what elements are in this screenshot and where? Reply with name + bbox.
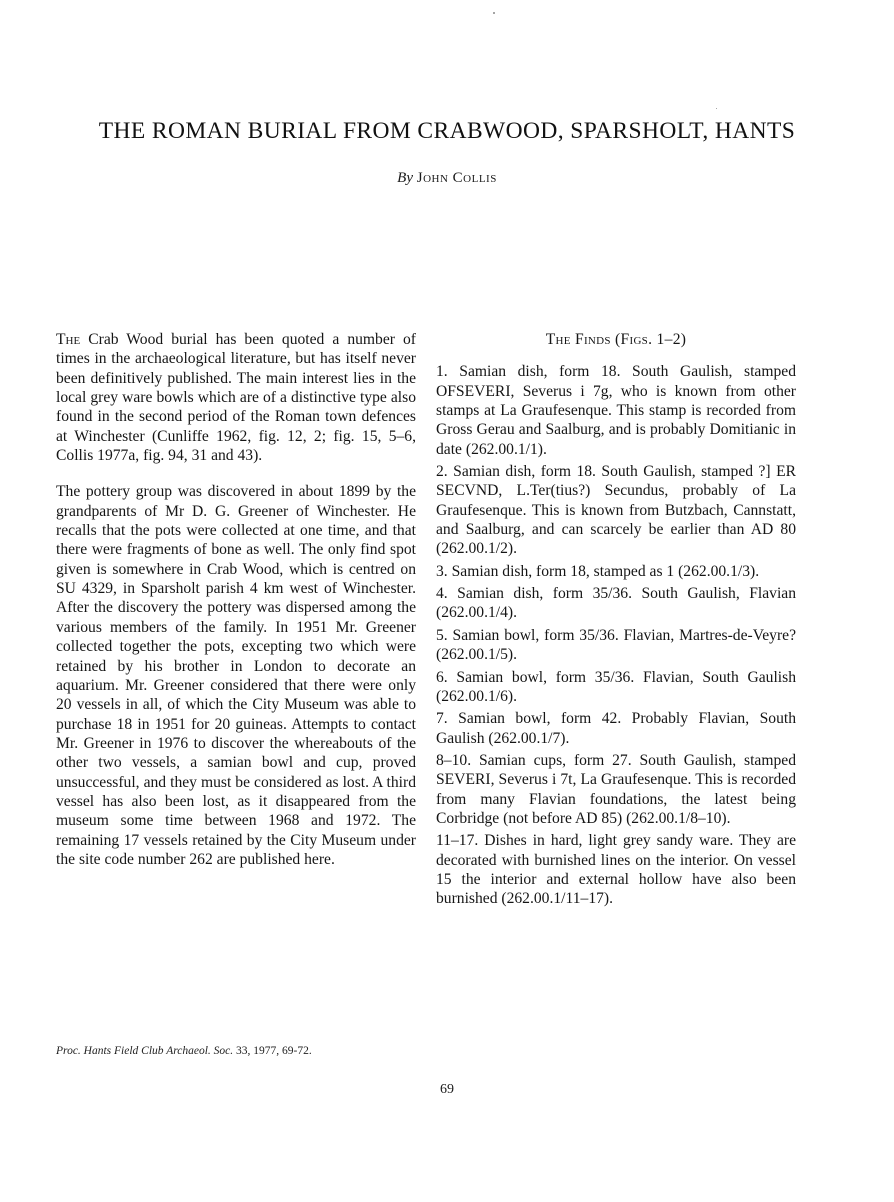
left-column <box>56 330 416 869</box>
scan-speck <box>716 108 717 109</box>
citation-volume: 33, 1977, 69-72. <box>233 1045 312 1057</box>
article-title: THE ROMAN BURIAL FROM CRABWOOD, SPARSHOLT, HANTS <box>98 118 796 144</box>
author-line <box>0 170 894 187</box>
right-column <box>436 330 796 912</box>
find-item: 11–17. Dishes in hard, light grey sandy ware. They are decorated with burnished lines on the interior. On vessel 15 the interior and external hollow have also been burnished (262.00.1/11–17). <box>436 832 796 908</box>
find-item: 7. Samian bowl, form 42. Probably Flavian, South Gaulish (262.00.1/7). <box>436 710 796 747</box>
find-item: 2. Samian dish, form 18. South Gaulish, stamped ?] ER SECVND, L.Ter(tius?) Secundus, probably of La Graufesenque. This is known from Butzbach, Cannstatt, and Saalburg, and can scarcely be earlier than AD 80 (262.00.1/2). <box>436 463 796 558</box>
author-by: By <box>397 170 413 186</box>
journal-citation <box>56 1045 312 1057</box>
find-item: 1. Samian dish, form 18. South Gaulish, stamped OFSEVERI, Severus i 7g, who is known from other stamps at La Graufesenque. This stamp is recorded from Gross Gerau and Saalburg, and is probably Domitianic in date (262.00.1/1). <box>436 363 796 458</box>
page-number: 69 <box>440 1082 454 1097</box>
find-item: 6. Samian bowl, form 35/36. Flavian, South Gaulish (262.00.1/6). <box>436 668 796 705</box>
find-item: 4. Samian dish, form 35/36. South Gaulish, Flavian (262.00.1/4). <box>436 585 796 622</box>
intro-text: Crab Wood burial has been quoted a number of times in the archaeological literature, but has itself never been definitively published. The main interest lies in the local grey ware bowls which are of a distinctive type also found in the second period of the Roman town defences at Winchester (Cunliffe 1962, fig. 12, 2; fig. 15, 5–6, Collis 1977a, fig. 94, 31 and 43). <box>56 331 416 465</box>
find-item: 3. Samian dish, form 18, stamped as 1 (262.00.1/3). <box>436 562 760 580</box>
find-item: 5. Samian bowl, form 35/36. Flavian, Martres-de-Veyre? (262.00.1/5). <box>436 626 796 664</box>
intro-paragraph <box>56 330 416 465</box>
intro-lead-word: The <box>56 331 81 348</box>
author-name: John Collis <box>416 170 497 186</box>
discovery-paragraph: The pottery group was discovered in about 1899 by the grandparents of Mr D. G. Greener of Winchester. He recalls that the pots were collected at one time, and that there were fragments of bone as well. The only find spot given is somewhere in Crab Wood, which is centred on SU 4329, in Sparsholt parish 4 km west of Winchester. After the discovery the pottery was dispersed among the various members of the family. In 1951 Mr. Greener collected together the pots, excepting two which were retained by his brother in London to decorate an aquarium. Mr. Greener considered that there were only 20 vessels in all, of which the City Museum was able to purchase 18 in 1951 for 20 guineas. Attempts to contact Mr. Greener in 1976 to discover the whereabouts of the other two vessels, a samian bowl and cup, proved unsuccessful, and they must be considered as lost. A third vessel has also been lost, as it disappeared from the museum some time between 1968 and 1972. The remaining 17 vessels retained by the City Museum under the site code number 262 are published here. <box>56 483 416 868</box>
scan-speck <box>493 12 495 14</box>
citation-journal: Proc. Hants Field Club Archaeol. Soc. <box>56 1045 234 1057</box>
find-item: 8–10. Samian cups, form 27. South Gaulish, stamped SEVERI, Severus i 7t, La Graufesenque. This is recorded from many Flavian foundations, the latest being Corbridge (not before AD 85) (262.00.1/8–10). <box>436 751 796 827</box>
finds-heading: The Finds (Figs. 1–2) <box>545 331 687 348</box>
